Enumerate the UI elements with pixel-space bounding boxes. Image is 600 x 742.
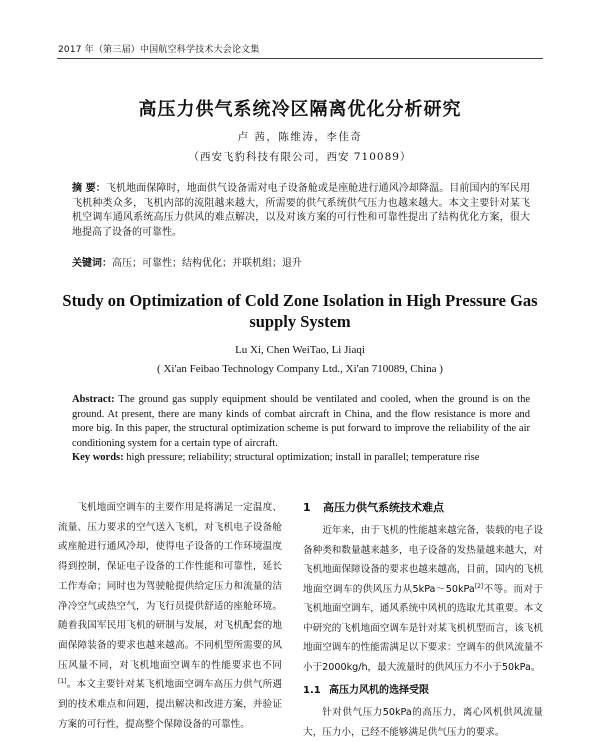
english-authors: Lu Xi, Chen WeiTao, Li Jiaqi [235,344,365,356]
intro-text-b: 。本文主要针对某飞机地面空调车高压力供气所遇到的技术难点和问题，提出解决和改进方案，并验证方案的可行性，提高整个保障设备的可靠性。 [58,679,282,730]
chinese-abstract-text: 飞机地面保障时，地面供气设备需对电子设备舱或是座舱进行通风冷却降温。目前国内的军民用飞机种类众多，飞机内部的流阻越来越大，所需要的供气系统供气压力也越来越大。本文主要针对某飞机空调车通风系统高压力供风的难点解决，以及对该方案的可行性和可靠性提出了结构优化方案，很大地提高了设备的可靠性。 [72,183,531,238]
running-header: 2017 年（第三届）中国航空科学技术大会论文集 [58,45,260,55]
citation-2: [2] [474,582,484,590]
section-number: 1 [303,501,311,514]
chinese-authors: 卢 茜，陈维涛，李佳奇 [237,131,363,143]
section-title: 高压力供气系统技术难点 [323,501,444,514]
english-affiliation: ( Xi'an Feibao Technology Company Ltd., Xi'an 710089, China ) [157,363,443,375]
english-keywords-text: high pressure; reliability; structural optimization; install in parallel; temperature rise [126,452,480,463]
header-rule [57,58,543,59]
subsection-title: 高压力风机的选择受限 [329,685,429,696]
english-title: Study on Optimization of Cold Zone Isolation in High Pressure Gas supply System [62,291,538,331]
subsection-paragraph: 针对供气压力50kPa的高压力，离心风机供风流量大，压力小，已经不能够满足供气压力的要求。 [303,707,543,738]
english-keywords [72,451,530,465]
section-heading [303,498,543,518]
english-abstract-label: Abstract: [72,394,115,405]
chinese-keywords [72,257,530,271]
chinese-abstract-label: 摘 要： [72,183,106,194]
citation-1: [1] [58,678,67,686]
body-left-column [58,498,282,734]
intro-text-a: 飞机地面空调车的主要作用是将满足一定温度、流量、压力要求的空气送入飞机，对飞机电子设备舱或座舱进行通风冷却，使得电子设备的工作环境温度得到控制，保证电子设备的工作性能和可靠性，延长工作寿命；同时也为驾驶舱提供给定压力和流量的洁净冷空气或热空气，为飞行员提供舒适的座舱环境。随着我国军民用飞机的研制与发展，对飞机配套的地面保障装备的要求也越来越高。不同机型所需要的风压风量不同，对飞机地面空调车的性能要求也不同 [58,502,282,671]
chinese-keywords-label: 关键词： [72,258,112,269]
english-abstract [72,393,530,451]
subsection-heading [303,681,543,700]
chinese-keywords-text: 高压；可靠性；结构优化；并联机组；退升 [112,258,302,269]
intro-paragraph [58,498,282,734]
section-paragraph [303,521,543,677]
section-text-a: 近年来，由于飞机的性能越来越完备，装载的电子设备种类和数量越来越多，电子设备的发热量越来越大，对飞机地面保障设备的要求也越来越高，目前，国内的飞机地面空调车的供风压力从5kPa～50kPa [303,525,543,595]
chinese-abstract [72,182,530,240]
subsection-number: 1.1 [303,685,321,696]
chinese-affiliation: （西安飞豹科技有限公司，西安 710089） [188,151,412,163]
english-keywords-label: Key words: [72,452,124,463]
section-text-b: 不等。而对于飞机地面空调车，通风系统中风机的选取尤其重要。本文中研究的飞机地面空调车是针对某飞机机型而言，该飞机地面空调车的性能需满足以下要求：空调车的供风流量不小于2000kg/h，最大流量时的供风压力不小于50kPa。 [303,583,543,673]
body-right-column [303,498,543,742]
english-abstract-text: The ground gas supply equipment should be ventilated and cooled, when the ground is on the ground. At present, there are many kinds of combat aircraft in China, and the flow resistance is more and more big. In this paper, the structural optimization scheme is put forward to improve the reliability of the air conditioning system for a certain type of aircraft. [72,394,530,449]
chinese-title: 高压力供气系统冷区隔离优化分析研究 [138,99,462,120]
